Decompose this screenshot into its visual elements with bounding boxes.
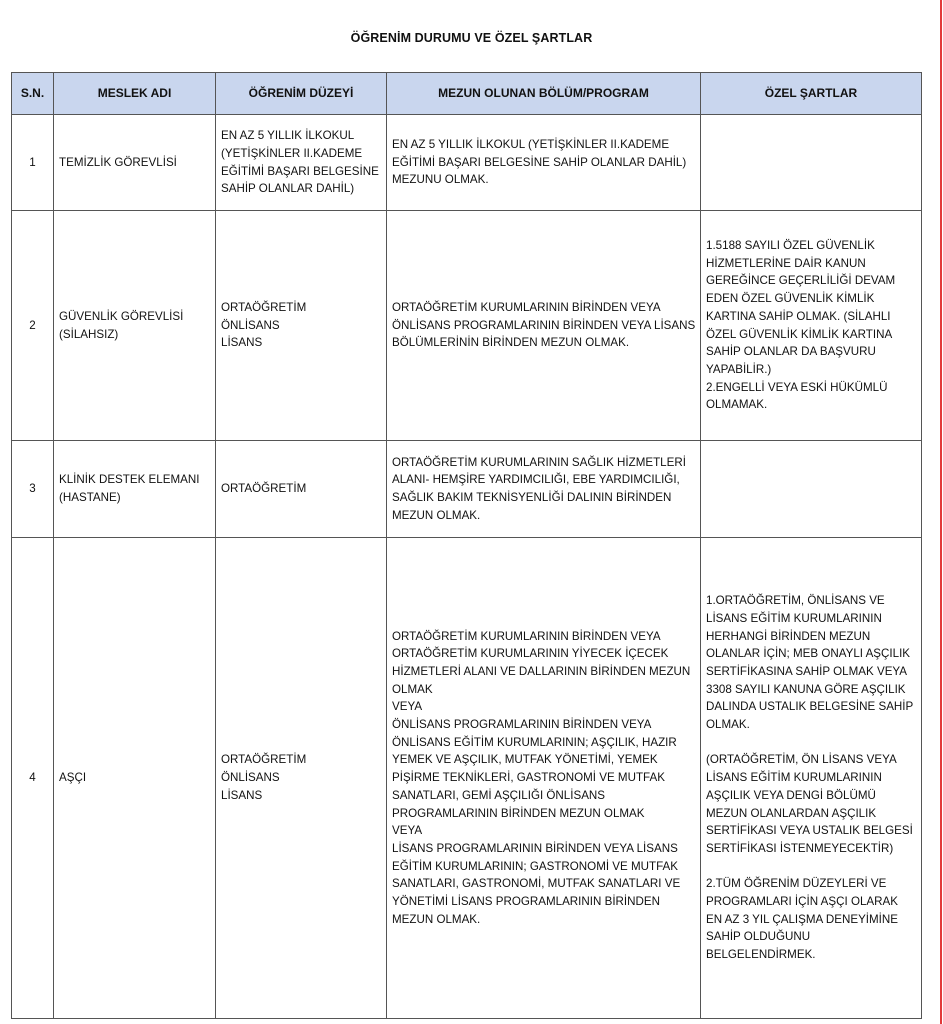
- header-sn: S.N.: [12, 73, 54, 115]
- table-header-row: [12, 73, 922, 115]
- cell-duzey: ORTAÖĞRETİM ÖNLİSANS LİSANS: [216, 538, 387, 1019]
- cell-bolum: ORTAÖĞRETİM KURUMLARININ BİRİNDEN VEYA ÖNLİSANS PROGRAMLARININ BİRİNDEN VEYA LİSANS BÖLÜMLERİNİN BİRİNDEN MEZUN OLMAK.: [387, 211, 701, 441]
- cell-sn: 1: [12, 115, 54, 211]
- cell-sartlar: [701, 115, 922, 211]
- cell-sn: 3: [12, 441, 54, 538]
- header-ogrenim-duzeyi: ÖĞRENİM DÜZEYİ: [216, 73, 387, 115]
- cell-duzey: ORTAÖĞRETİM: [216, 441, 387, 538]
- cell-bolum: ORTAÖĞRETİM KURUMLARININ BİRİNDEN VEYA ORTAÖĞRETİM KURUMLARININ YİYECEK İÇECEK HİZMETLERİ ALANI VE DALLARININ BİRİNDEN MEZUN OLMAK VEYA ÖNLİSANS PROGRAMLARININ BİRİNDEN VEYA ÖNLİSANS EĞİTİM KURUMLARININ; AŞÇILIK, HAZIR YEMEK VE AŞÇILIK, MUTFAK YÖNETİMİ, YEMEK PİŞİRME TEKNİKLERİ, GASTRONOMİ VE MUTFAK SANATLARI, GEMİ AŞÇILIĞI ÖNLİSANS PROGRAMLARININ BİRİNDEN MEZUN OLMAK VEYA LİSANS PROGRAMLARININ BİRİNDEN VEYA LİSANS EĞİTİM KURUMLARININ; GASTRONOMİ VE MUTFAK SANATLARI, GASTRONOMİ, MUTFAK SANATLARI VE YÖNETİMİ LİSANS PROGRAMLARININ BİRİNDEN MEZUN OLMAK.: [387, 538, 701, 1019]
- cell-meslek: AŞÇI: [54, 538, 216, 1019]
- cell-meslek: TEMİZLİK GÖREVLİSİ: [54, 115, 216, 211]
- cell-bolum: EN AZ 5 YILLIK İLKOKUL (YETİŞKİNLER II.KADEME EĞİTİMİ BAŞARI BELGESİNE SAHİP OLANLAR DAHİL) MEZUNU OLMAK.: [387, 115, 701, 211]
- cell-duzey: ORTAÖĞRETİM ÖNLİSANS LİSANS: [216, 211, 387, 441]
- requirements-table: [11, 72, 922, 1019]
- header-meslek-adi: MESLEK ADI: [54, 73, 216, 115]
- cell-sn: 2: [12, 211, 54, 441]
- cell-meslek: GÜVENLİK GÖREVLİSİ (SİLAHSIZ): [54, 211, 216, 441]
- cell-duzey: EN AZ 5 YILLIK İLKOKUL (YETİŞKİNLER II.KADEME EĞİTİMİ BAŞARI BELGESİNE SAHİP OLANLAR DAHİL): [216, 115, 387, 211]
- header-mezun-bolum: MEZUN OLUNAN BÖLÜM/PROGRAM: [387, 73, 701, 115]
- page-edge-line: [940, 0, 942, 1024]
- table-row: [12, 115, 922, 211]
- table-row: [12, 441, 922, 538]
- header-ozel-sartlar: ÖZEL ŞARTLAR: [701, 73, 922, 115]
- cell-sartlar: 1.5188 SAYILI ÖZEL GÜVENLİK HİZMETLERİNE DAİR KANUN GEREĞİNCE GEÇERLİLİĞİ DEVAM EDEN ÖZEL GÜVENLİK KİMLİK KARTINA SAHİP OLMAK. (SİLAHLI ÖZEL GÜVENLİK KİMLİK KARTINA SAHİP OLANLAR DA BAŞVURU YAPABİLİR.) 2.ENGELLİ VEYA ESKİ HÜKÜMLÜ OLMAMAK.: [701, 211, 922, 441]
- table-row: [12, 538, 922, 1019]
- document-title: ÖĞRENİM DURUMU VE ÖZEL ŞARTLAR: [350, 31, 593, 45]
- cell-bolum: ORTAÖĞRETİM KURUMLARININ SAĞLIK HİZMETLERİ ALANI- HEMŞİRE YARDIMCILIĞI, EBE YARDIMCILIĞI, SAĞLIK BAKIM TEKNİSYENLİĞİ DALININ BİRİNDEN MEZUN OLMAK.: [387, 441, 701, 538]
- cell-sn: 4: [12, 538, 54, 1019]
- cell-meslek: KLİNİK DESTEK ELEMANI (HASTANE): [54, 441, 216, 538]
- table-row: [12, 211, 922, 441]
- cell-sartlar: 1.ORTAÖĞRETİM, ÖNLİSANS VE LİSANS EĞİTİM KURUMLARININ HERHANGİ BİRİNDEN MEZUN OLANLAR İÇİN; MEB ONAYLI AŞÇILIK SERTİFİKASINA SAHİP OLMAK VEYA 3308 SAYILI KANUNA GÖRE AŞÇILIK DALINDA USTALIK BELGESİNE SAHİP OLMAK. (ORTAÖĞRETİM, ÖN LİSANS VEYA LİSANS EĞİTİM KURUMLARININ AŞÇILIK VEYA DENGİ BÖLÜMÜ MEZUN OLANLARDAN AŞÇILIK SERTİFİKASI VEYA USTALIK BELGESİ SERTİFİKASI İSTENMEYECEKTİR) 2.TÜM ÖĞRENİM DÜZEYLERİ VE PROGRAMLARI İÇİN AŞÇI OLARAK EN AZ 3 YIL ÇALIŞMA DENEYİMİNE SAHİP OLDUĞUNU BELGELENDİRMEK.: [701, 538, 922, 1019]
- cell-sartlar: [701, 441, 922, 538]
